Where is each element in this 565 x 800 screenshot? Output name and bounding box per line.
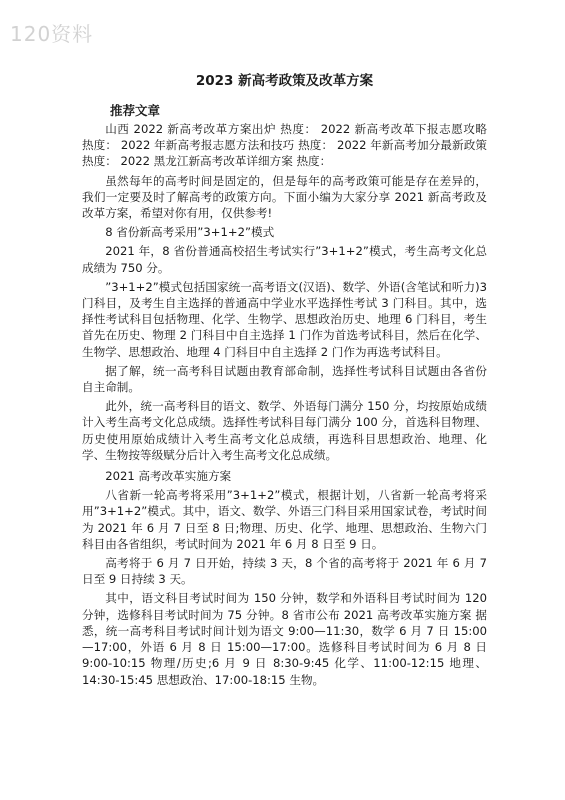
recommended-heading: 推荐文章: [110, 103, 161, 118]
paragraph-start-date: 高考将于 6 月 7 日开始，持续 3 天，8 个省的高考将于 2021 年 6 月 7 日至 9 日持续 3 天。: [82, 556, 487, 587]
watermark: 120资料: [10, 22, 94, 46]
paragraph-total-score: 2021 年，8 省份普通高校招生考试实行”3+1+2”模式，考生高考文化总成绩为 750 分。: [82, 244, 487, 275]
paragraph-model-heading: 8 省份新高考采用”3+1+2”模式: [105, 225, 275, 240]
paragraph-schedule: 其中，语文科目考试时间为 150 分钟，数学和外语科目考试时间为 120 分钟，选修科目考试时间为 75 分钟。8 省市公布 2021 高考改革实施方案 据悉，统一高考科目考试时间计划为语文 9:00—11:30，数学 6 月 7 日 15:00—17:00，外语 6 月 8 日 15:00—17:00。选修科目考试时间为 6 月 8 日 9:00-10:15 物理/历史;6 月 9 日 8:30-9:45 化学、11:00-12:15 地理、14:30-15:45 思想政治、17:00-18:15 生物。: [82, 591, 487, 687]
paragraph-intro: 虽然每年的高考时间是固定的，但是每年的高考政策可能是存在差异的，我们一定要及时了解高考的政策方向。下面小编为大家分享 2021 新高考政及改革方案，希望对你有用，仅供参考!: [82, 173, 487, 221]
paragraph-plan-heading: 2021 高考改革实施方案: [105, 469, 232, 484]
paragraph-scoring: 此外，统一高考科目的语文、数学、外语每门满分 150 分，均按原始成绩计入考生高考文化总成绩。选择性考试科目每门满分 100 分，首选科目物理、历史使用原始成绩计入考生高考文化总成绩，再选科目思想政治、地理、化学、生物按等级赋分后计入考生高考文化总成绩。: [82, 399, 487, 462]
recommended-links[interactable]: 山西 2022 新高考改革方案出炉 热度： 2022 新高考改革下报志愿攻略 热度： 2022 年新高考报志愿方法和技巧 热度： 2022 年新高考加分最新政策 热度： 2022 黑龙江新高考改革详细方案 热度：: [82, 122, 487, 169]
paragraph-subjects: ”3+1+2”模式包括国家统一高考语文(汉语)、数学、外语(含笔试和听力)3 门科目，及考生自主选择的普通高中学业水平选择性考试 3 门科目。其中，选择性考试科目包括物理、化学、生物学、思想政治历史、地理 6 门科目，考生首先在历史、物理 2 门科目中自主选择 1 门作为首选考试科目，然后在化学、生物学、思想政治、地理 4 门科目中自主选择 2 门作为再选考试科目。: [82, 279, 487, 359]
paragraph-exam-papers: 据了解，统一高考科目试题由教育部命制，选择性考试科目试题由各省份自主命制。: [82, 363, 487, 395]
paragraph-eight-provinces: 八省新一轮高考将采用”3+1+2”模式，根据计划，八省新一轮高考将采用”3+1+2”模式。其中，语文、数学、外语三门科目采用国家试卷，考试时间为 2021 年 6 月 7 日至 8 日;物理、历史、化学、地理、思想政治、生物六门科目由各省组织，考试时间为 2021 年 6 月 8 日至 9 日。: [82, 488, 487, 551]
document-title: 2023 新高考政策及改革方案: [195, 73, 374, 89]
document-page: [82, 72, 487, 691]
